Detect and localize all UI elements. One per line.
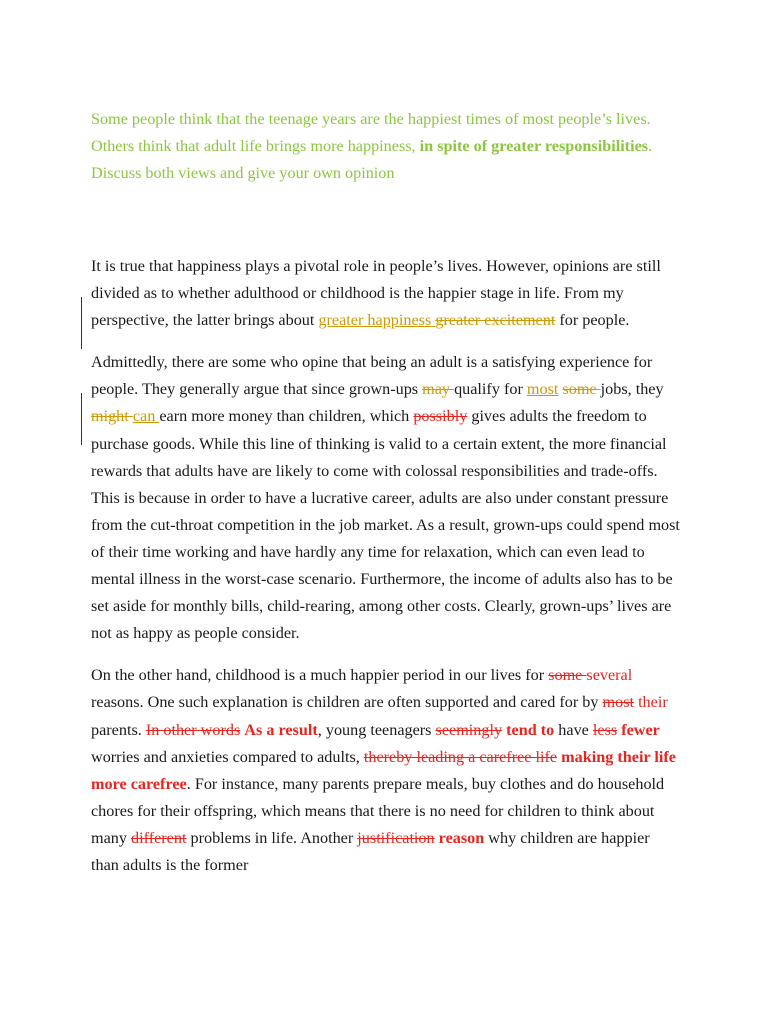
text-run: Admittedly, there are some who opine that being an adult is a satisfying experience for people. They generally argue that since grown-ups xyxy=(91,353,653,399)
tracked-insertion: several xyxy=(586,666,633,685)
text-run: , young teenagers xyxy=(317,720,436,739)
tracked-insertion: tend to xyxy=(506,720,555,739)
tracked-insertion: their xyxy=(638,693,668,712)
tracked-insertion: most xyxy=(526,380,559,399)
text-run: problems in life. Another xyxy=(186,828,358,847)
text-run: It is true that happiness plays a pivotal role in people’s lives. However, opinions are still divided as to whether adulthood or childhood is the happier stage in life. From my perspective, the latter brings about xyxy=(91,257,661,330)
tracked-deletion: possibly xyxy=(413,407,468,426)
tracked-deletion: some xyxy=(562,380,601,399)
tracked-insertion: greater happiness xyxy=(318,311,436,330)
tracked-insertion: fewer xyxy=(621,720,660,739)
tracked-deletion: seemingly xyxy=(435,720,503,739)
text-run: jobs, they xyxy=(600,380,664,399)
text-run: On the other hand, childhood is a much happier period in our lives for xyxy=(91,666,549,685)
tracked-insertion: can xyxy=(132,407,160,426)
tracked-deletion: In other words xyxy=(145,720,241,739)
paragraph-introduction xyxy=(91,253,681,334)
prompt-text: . Discuss both views and give your own opinion xyxy=(91,137,653,182)
text-run: for people. xyxy=(555,311,630,330)
change-bar xyxy=(81,297,82,349)
text-run: have xyxy=(554,720,593,739)
document-page xyxy=(91,106,681,879)
text-run: earn more money than children, which xyxy=(159,407,414,426)
text-run: gives adults the freedom to purchase goods. While this line of thinking is valid to a certain extent, the more financial rewards that adults have are likely to come with colossal responsibilities and trade-offs. This is because in order to have a lucrative career, adults are also under constant pressure from the cut-throat competition in the job market. As a result, grown-ups could spend most of their time working and have hardly any time for relaxation, which can even lead to mental illness in the worst-case scenario. Furthermore, the income of adults also has to be set aside for monthly bills, child-rearing, among other costs. Clearly, grown-ups’ lives are not as happy as people consider. xyxy=(91,407,680,643)
tracked-insertion: making their life more carefree xyxy=(91,747,676,793)
tracked-deletion: thereby leading a carefree life xyxy=(363,747,558,766)
tracked-deletion: some xyxy=(548,666,587,685)
text-run: reasons. One such explanation is children are often supported and cared for by xyxy=(91,693,603,712)
paragraph-childhood xyxy=(91,662,681,879)
tracked-deletion: greater excitement xyxy=(435,311,556,330)
tracked-deletion: less xyxy=(592,720,618,739)
text-run: why children are happier than adults is the former xyxy=(91,828,650,874)
change-bar xyxy=(81,393,82,445)
prompt-bold-text: in spite of greater responsibilities xyxy=(419,137,649,155)
tracked-insertion: reason xyxy=(438,828,485,847)
text-run: parents. xyxy=(91,720,146,739)
text-run: worries and anxieties compared to adults, xyxy=(91,747,364,766)
essay-prompt xyxy=(91,106,681,187)
tracked-deletion: justification xyxy=(357,828,435,847)
text-run: . For instance, many parents prepare meals, buy clothes and do household chores for their offspring, which means that there is no need for children to think about many xyxy=(91,774,665,847)
tracked-deletion: may xyxy=(422,380,455,399)
tracked-deletion: might xyxy=(91,407,133,426)
tracked-insertion: As a result xyxy=(244,720,318,739)
prompt-text: Some people think that the teenage years are the happiest times of most people’s lives. Others think that adult life brings more happiness, xyxy=(91,110,651,155)
text-run: qualify for xyxy=(454,380,527,399)
tracked-deletion: most xyxy=(602,693,635,712)
paragraph-adulthood xyxy=(91,349,681,647)
tracked-deletion: different xyxy=(131,828,187,847)
